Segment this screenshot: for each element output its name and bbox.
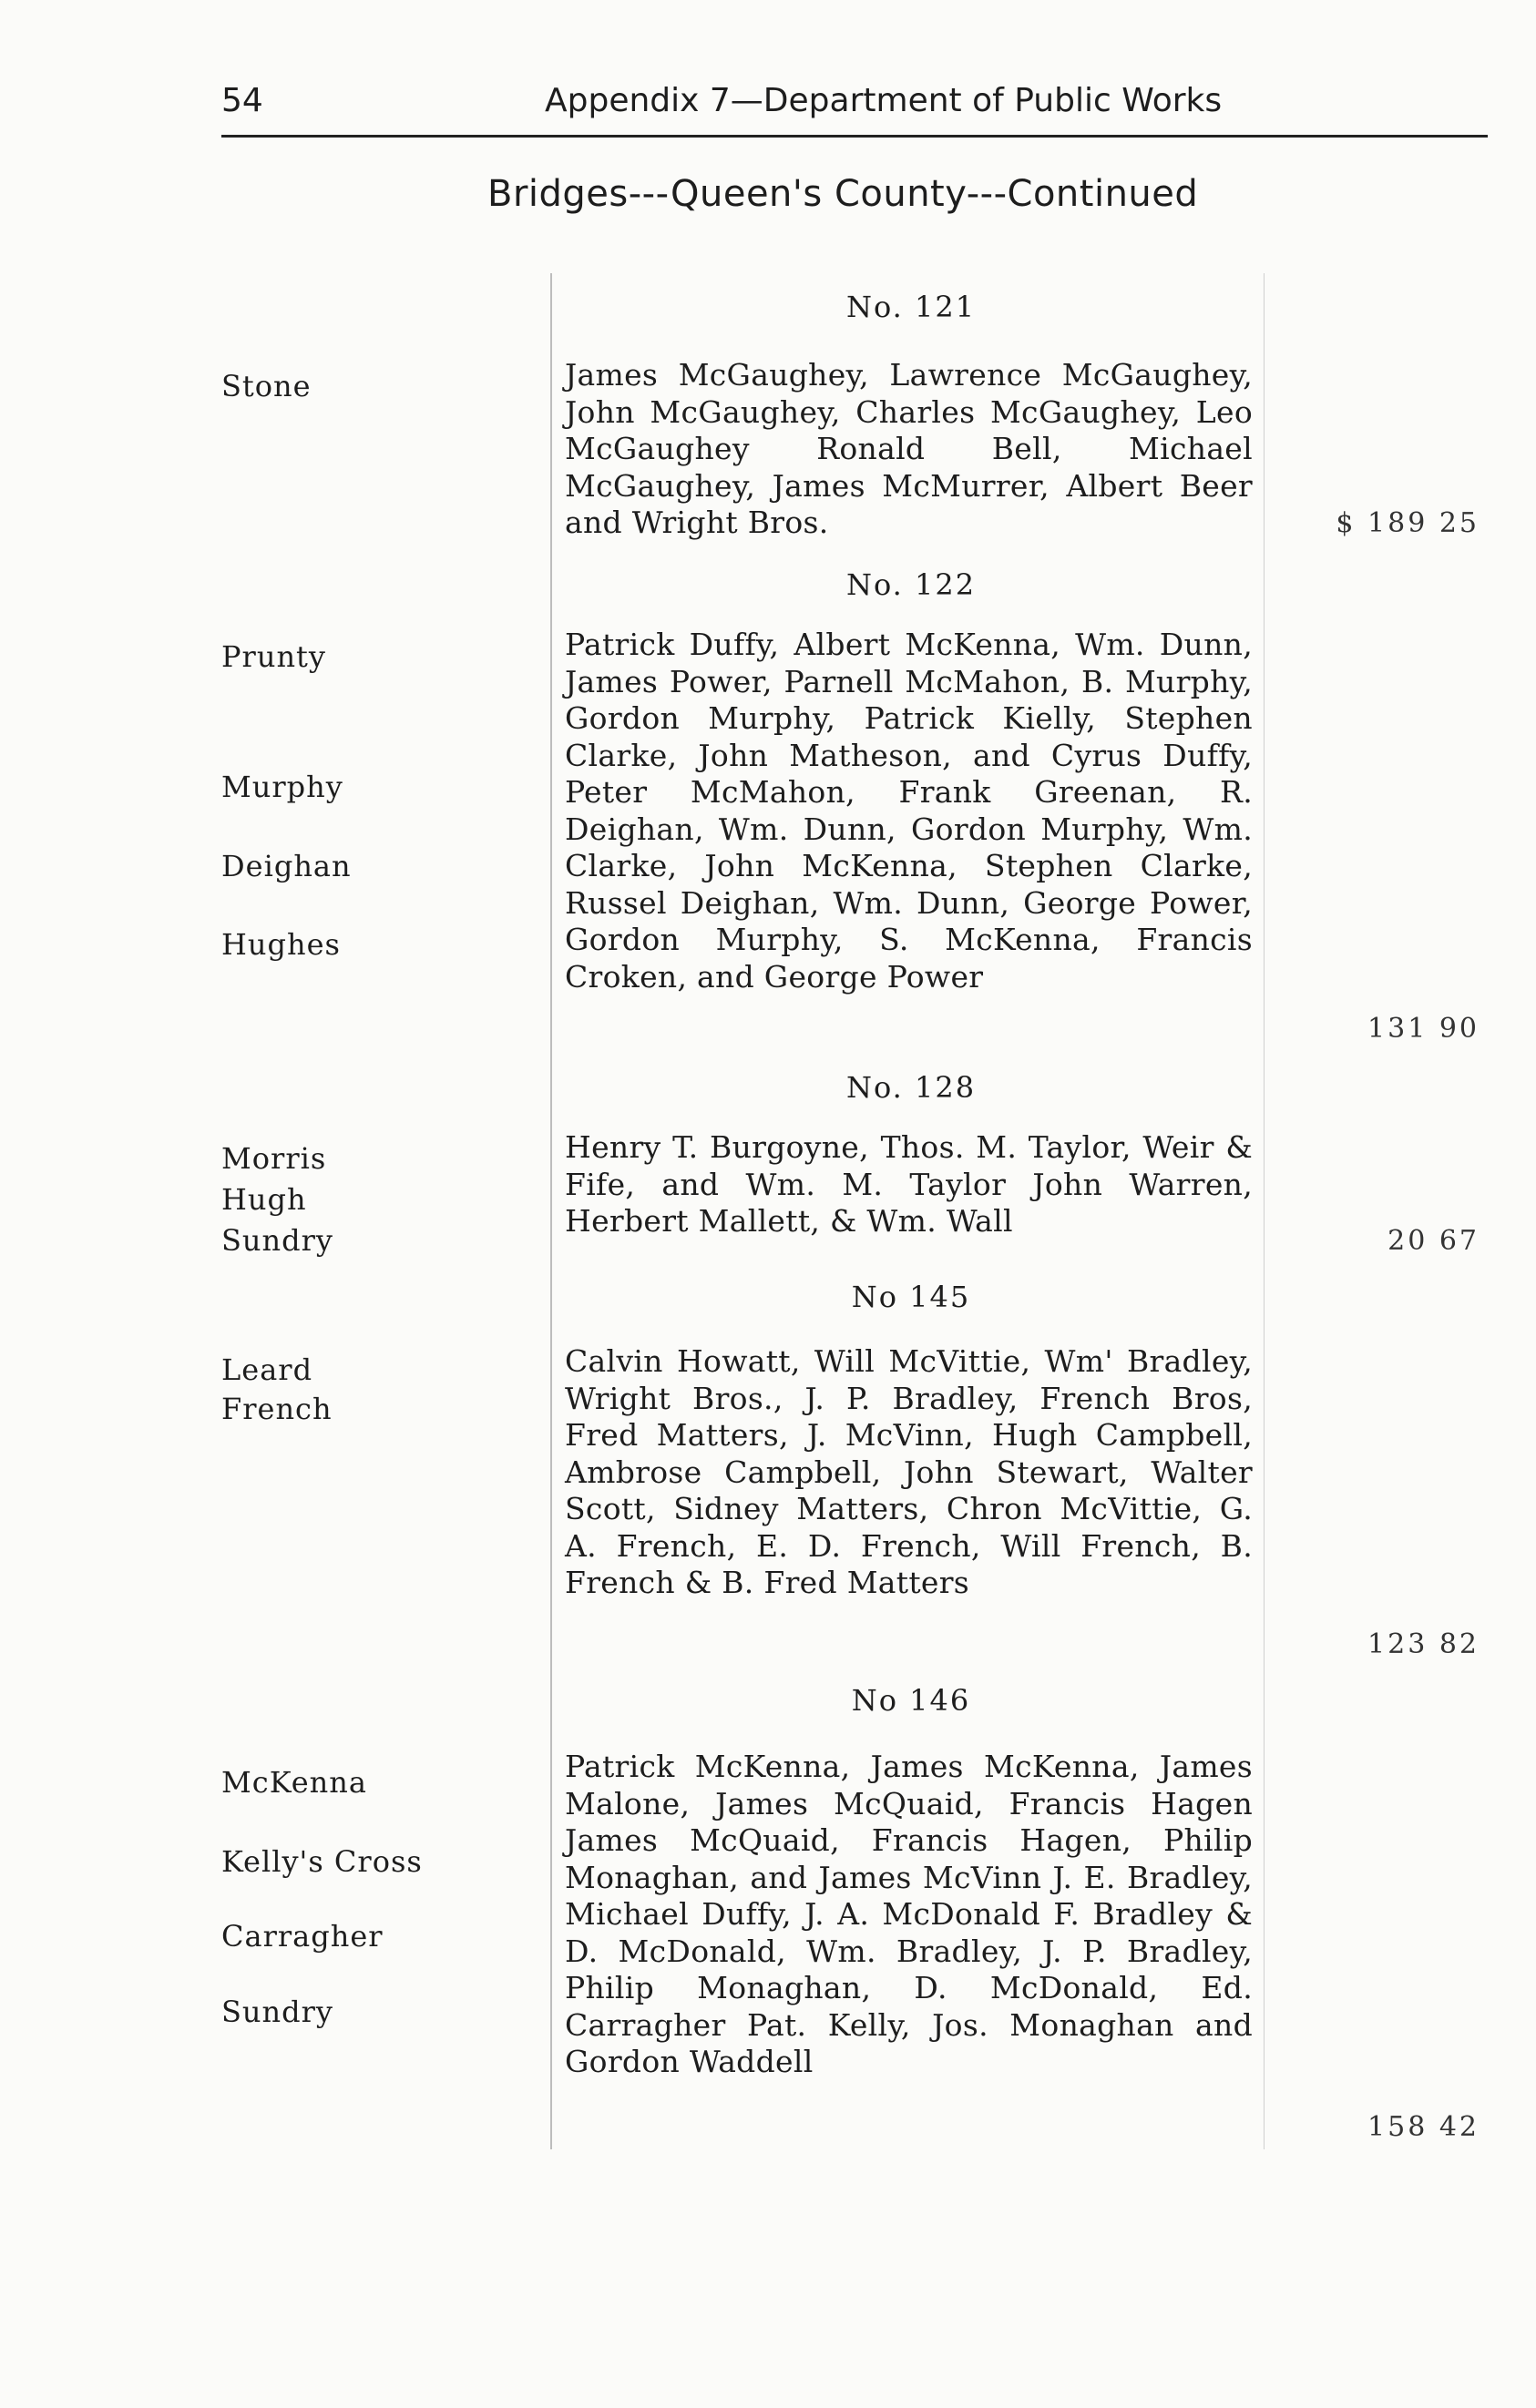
contractor-names: Patrick Duffy, Albert McKenna, Wm. Dunn, James Power, Parnell McMahon, B. Murphy, Gordon Murphy, Patrick Kielly, Stephen Clarke, John Matheson, and Cyrus Duffy, Peter McMahon, Frank Greenan, R. Deighan, Wm. Dunn, Gordon Murphy, Wm. Clarke, John McKenna, Stephen Clarke, Russel Deighan, Wm. Dunn, George Power, Gordon Murphy, S. McKenna, Francis Croken, and George Power [565, 627, 1253, 995]
bridge-number: No. 122 [845, 567, 977, 602]
location-name: Kelly's Cross [221, 1844, 423, 1879]
contractor-names: Henry T. Burgoyne, Thos. M. Taylor, Weir & Fife, and Wm. M. Taylor John Warren, Herbert Mallett, & Wm. Wall [565, 1129, 1253, 1239]
contractor-names: Patrick McKenna, James McKenna, James Malone, James McQuaid, Francis Hagen James McQuaid, Francis Hagen, Philip Monaghan, and James McVinn J. E. Bradley, Michael Duffy, J. A. McDonald F. Bradley & D. McDonald, Wm. Bradley, J. P. Bradley, Philip Monaghan, D. McDonald, Ed. Carragher Pat. Kelly, Jos. Monaghan and Gordon Waddell [565, 1749, 1253, 2079]
column-rule-right [1264, 273, 1265, 2149]
page-header [221, 82, 1479, 137]
bridge-number: No. 128 [845, 1070, 977, 1105]
page-number: 54 [221, 82, 263, 119]
column-rule-left [550, 273, 552, 2149]
location-name: Sundry [221, 1995, 333, 2029]
amount: $ 189 25 [1336, 507, 1480, 539]
location-name: Morris [221, 1141, 327, 1176]
header-rule [221, 135, 1488, 138]
contractor-names: Calvin Howatt, Will McVittie, Wm' Bradley, Wright Bros., J. P. Bradley, French Bros, Fred Matters, J. McVinn, Hugh Campbell, Ambrose Campbell, John Stewart, Walter Scott, Sidney Matters, Chron McVittie, G. A. French, E. D. French, Will French, B. French & B. Fred Matters [565, 1343, 1253, 1600]
location-name: Murphy [221, 770, 343, 804]
contractor-names: James McGaughey, Lawrence McGaughey, John McGaughey, Charles McGaughey, Leo McGaughey Ronald Bell, Michael McGaughey, James McMurrer, Albert Beer and Wright Bros. [565, 357, 1253, 540]
amount: 123 82 [1367, 1628, 1480, 1660]
location-name: Stone [221, 369, 312, 403]
location-name: French [221, 1392, 333, 1426]
amount: 158 42 [1367, 2111, 1480, 2143]
location-name: Prunty [221, 639, 326, 674]
location-name: Carragher [221, 1919, 384, 1954]
bridge-number: No. 121 [845, 290, 977, 324]
location-name: Hughes [221, 927, 341, 962]
section-title: Bridges---Queen's County---Continued [487, 173, 1199, 215]
amount: 20 67 [1388, 1225, 1480, 1257]
bridge-number: No 146 [851, 1683, 971, 1718]
amount: 131 90 [1367, 1013, 1480, 1045]
location-name: McKenna [221, 1765, 367, 1800]
bridge-number: No 145 [851, 1280, 971, 1314]
location-name: Sundry [221, 1223, 333, 1258]
location-name: Hugh [221, 1182, 307, 1217]
location-name: Leard [221, 1352, 313, 1387]
location-name: Deighan [221, 849, 352, 883]
running-head: Appendix 7—Department of Public Works [545, 82, 1223, 119]
